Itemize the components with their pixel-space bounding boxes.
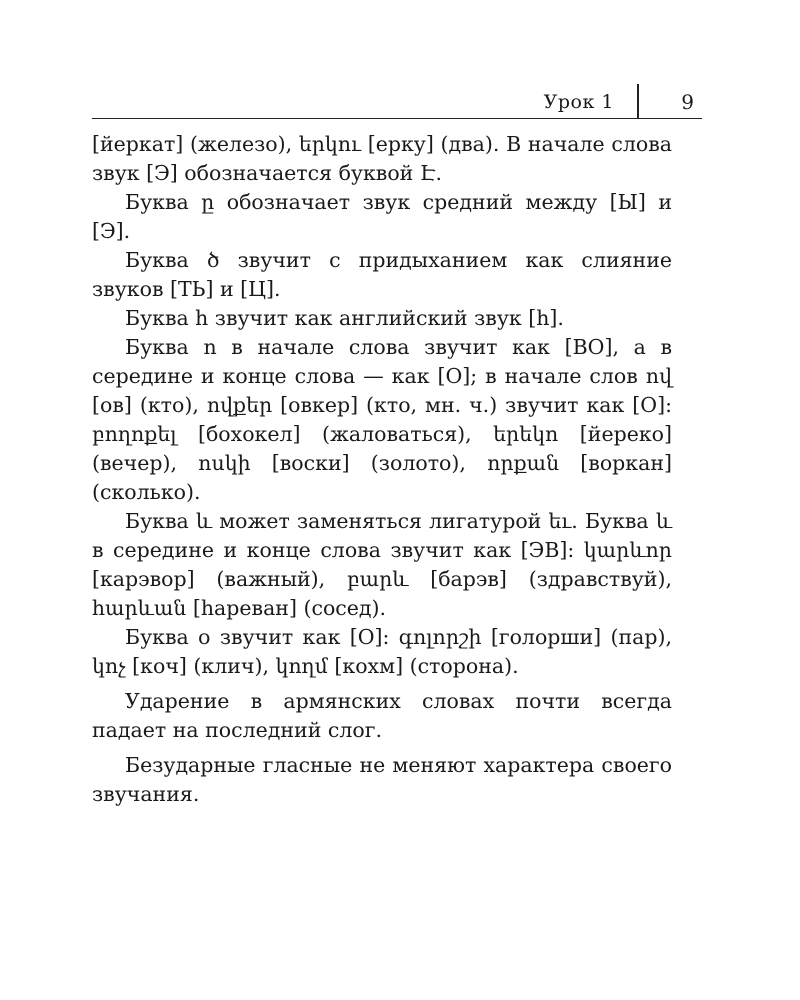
paragraph-unstressed-vowels: Безударные гласные не меняют характера своего звучания.: [92, 753, 672, 806]
page-number: 9: [681, 90, 694, 114]
paragraph-letter-tsa: Буква ծ звучит с придыханием как слияние звуков [ТЬ] и [Ц].: [92, 248, 672, 301]
paragraph-letter-ho: Буква հ звучит как английский звук [h].: [125, 306, 564, 330]
lesson-title: Урок 1: [543, 91, 614, 113]
running-head: [92, 84, 702, 119]
paragraph-letter-yev: Буква և может заменяться лигатурой եւ. Буква և в середине и конце слова звучит как [ЭВ]: կարևոր [карэвор] (важный), բարև [барэв] (здравствуй), հարևան [hареван] (сосед).: [92, 509, 672, 620]
paragraph-stress: Ударение в армянских словах почти всегда падает на последний слог.: [92, 689, 672, 742]
paragraph-letter-vo: Буква ո в начале слова звучит как [ВО], а в середине и конце слова — как [О]; в начале слов ով [ов] (кто), ովքեր [овкер] (кто, мн. ч.) звучит как [О]: բողոքել [бохокел] (жаловаться), երեկո [йереко] (вечер), ոսկի [воски] (золото), որքան [воркан] (сколько).: [92, 335, 672, 504]
body-text: [92, 130, 672, 809]
paragraph-continuation: [йеркат] (железо), երկու [ерку] (два). В начале слова звук [Э] обозначается буквой Է.: [92, 132, 672, 185]
paragraph-letter-schwa: Буква ը обозначает звук средний между [Ы] и [Э].: [92, 190, 672, 243]
paragraph-letter-o: Буква օ звучит как [О]: գոլորշի [голорши] (пар), կոչ [коч] (клич), կողմ [кохм] (сторона).: [92, 625, 672, 678]
header-divider: [637, 84, 639, 118]
